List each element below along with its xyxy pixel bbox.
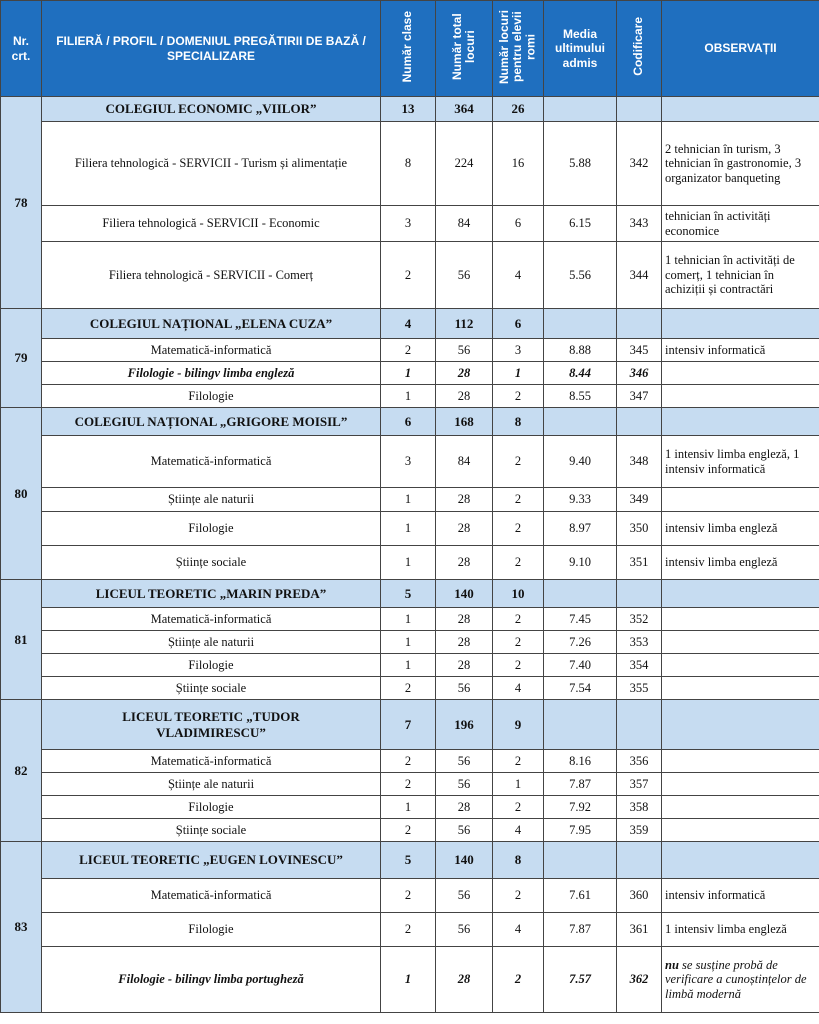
spec: Filiera tehnologică - SERVICII - Turism și alimentație xyxy=(42,122,381,206)
row-number: 81 xyxy=(1,580,42,700)
clase: 1 xyxy=(381,546,436,580)
school-empty xyxy=(544,97,617,122)
romi: 4 xyxy=(493,677,544,700)
romi: 2 xyxy=(493,385,544,408)
cod: 348 xyxy=(617,436,662,488)
locuri: 56 xyxy=(436,913,493,947)
header-cod: Codificare xyxy=(617,1,662,97)
obs xyxy=(662,773,819,796)
romi: 2 xyxy=(493,750,544,773)
cod: 342 xyxy=(617,122,662,206)
cod: 361 xyxy=(617,913,662,947)
obs xyxy=(662,677,819,700)
clase: 1 xyxy=(381,488,436,512)
media: 9.40 xyxy=(544,436,617,488)
header-row xyxy=(1,1,819,97)
clase: 1 xyxy=(381,512,436,546)
school-romi: 8 xyxy=(493,408,544,436)
obs: intensiv limba engleză xyxy=(662,546,819,580)
media: 9.33 xyxy=(544,488,617,512)
cod: 344 xyxy=(617,242,662,309)
school-empty xyxy=(544,408,617,436)
table-row xyxy=(1,608,819,631)
romi: 2 xyxy=(493,488,544,512)
obs xyxy=(662,654,819,677)
locuri: 28 xyxy=(436,947,493,1013)
locuri: 28 xyxy=(436,488,493,512)
obs xyxy=(662,631,819,654)
table-row xyxy=(1,677,819,700)
spec: Filologie xyxy=(42,654,381,677)
media: 7.45 xyxy=(544,608,617,631)
header-nr: Nr. crt. xyxy=(1,1,42,97)
romi: 4 xyxy=(493,819,544,842)
media: 8.88 xyxy=(544,339,617,362)
table-row xyxy=(1,206,819,242)
spec: Matematică-informatică xyxy=(42,339,381,362)
cod: 345 xyxy=(617,339,662,362)
school-clase: 6 xyxy=(381,408,436,436)
locuri: 28 xyxy=(436,608,493,631)
school-empty xyxy=(617,580,662,608)
obs: 1 intensiv limba engleză, 1 intensiv informatică xyxy=(662,436,819,488)
table-row xyxy=(1,339,819,362)
clase: 2 xyxy=(381,242,436,309)
cod: 353 xyxy=(617,631,662,654)
media: 7.54 xyxy=(544,677,617,700)
header-media: Media ultimului admis xyxy=(544,1,617,97)
obs: intensiv informatică xyxy=(662,879,819,913)
school-empty xyxy=(544,580,617,608)
row-number: 80 xyxy=(1,408,42,580)
cod: 357 xyxy=(617,773,662,796)
romi: 1 xyxy=(493,362,544,385)
media: 7.95 xyxy=(544,819,617,842)
spec: Matematică-informatică xyxy=(42,879,381,913)
locuri: 28 xyxy=(436,385,493,408)
cod: 355 xyxy=(617,677,662,700)
media: 8.44 xyxy=(544,362,617,385)
romi: 2 xyxy=(493,512,544,546)
header-locuri: Număr total locuri xyxy=(436,1,493,97)
obs: 1 intensiv limba engleză xyxy=(662,913,819,947)
table-row xyxy=(1,122,819,206)
clase: 2 xyxy=(381,773,436,796)
row-number: 78 xyxy=(1,97,42,309)
locuri: 28 xyxy=(436,546,493,580)
obs xyxy=(662,947,819,1013)
clase: 1 xyxy=(381,362,436,385)
school-row xyxy=(1,842,819,879)
media: 7.61 xyxy=(544,879,617,913)
locuri: 56 xyxy=(436,879,493,913)
school-empty xyxy=(544,309,617,339)
media: 7.40 xyxy=(544,654,617,677)
locuri: 84 xyxy=(436,436,493,488)
media: 7.26 xyxy=(544,631,617,654)
row-number: 82 xyxy=(1,700,42,842)
romi: 6 xyxy=(493,206,544,242)
table-row xyxy=(1,796,819,819)
school-romi: 6 xyxy=(493,309,544,339)
cod: 346 xyxy=(617,362,662,385)
romi: 2 xyxy=(493,879,544,913)
locuri: 28 xyxy=(436,631,493,654)
school-name: COLEGIUL NAȚIONAL „GRIGORE MOISIL” xyxy=(42,408,381,436)
romi: 1 xyxy=(493,773,544,796)
school-clase: 5 xyxy=(381,580,436,608)
school-name: LICEUL TEORETIC „EUGEN LOVINESCU” xyxy=(42,842,381,879)
clase: 2 xyxy=(381,339,436,362)
romi: 3 xyxy=(493,339,544,362)
clase: 1 xyxy=(381,385,436,408)
clase: 2 xyxy=(381,819,436,842)
school-empty xyxy=(662,309,819,339)
obs xyxy=(662,362,819,385)
media: 5.56 xyxy=(544,242,617,309)
locuri: 56 xyxy=(436,750,493,773)
media: 8.97 xyxy=(544,512,617,546)
table-row xyxy=(1,947,819,1013)
header-filiera: FILIERĂ / PROFIL / DOMENIUL PREGĂTIRII DE BAZĂ / SPECIALIZARE xyxy=(42,1,381,97)
table-row xyxy=(1,750,819,773)
locuri: 56 xyxy=(436,242,493,309)
school-empty xyxy=(662,97,819,122)
table-row xyxy=(1,512,819,546)
school-row xyxy=(1,97,819,122)
school-romi: 26 xyxy=(493,97,544,122)
table-row xyxy=(1,819,819,842)
table-row xyxy=(1,654,819,677)
romi: 4 xyxy=(493,242,544,309)
school-empty xyxy=(662,700,819,750)
media: 5.88 xyxy=(544,122,617,206)
spec: Filologie - bilingv limba portugheză xyxy=(42,947,381,1013)
spec: Filologie xyxy=(42,385,381,408)
school-name: COLEGIUL NAȚIONAL „ELENA CUZA” xyxy=(42,309,381,339)
spec: Matematică-informatică xyxy=(42,608,381,631)
spec: Filologie - bilingv limba engleză xyxy=(42,362,381,385)
table-row xyxy=(1,913,819,947)
cod: 358 xyxy=(617,796,662,819)
obs xyxy=(662,488,819,512)
school-row xyxy=(1,309,819,339)
cod: 359 xyxy=(617,819,662,842)
spec: Matematică-informatică xyxy=(42,436,381,488)
school-empty xyxy=(617,408,662,436)
clase: 1 xyxy=(381,796,436,819)
school-locuri: 140 xyxy=(436,842,493,879)
romi: 2 xyxy=(493,436,544,488)
header-obs: OBSERVAȚII xyxy=(662,1,819,97)
locuri: 56 xyxy=(436,677,493,700)
clase: 8 xyxy=(381,122,436,206)
obs-text: se susține probă de verificare a cunoștințelor de limbă modernă xyxy=(665,957,807,1001)
obs: intensiv limba engleză xyxy=(662,512,819,546)
obs xyxy=(662,750,819,773)
obs: 2 tehnician în turism, 3 tehnician în gastronomie, 3 organizator banqueting xyxy=(662,122,819,206)
clase: 2 xyxy=(381,913,436,947)
school-romi: 9 xyxy=(493,700,544,750)
romi: 4 xyxy=(493,913,544,947)
clase: 1 xyxy=(381,631,436,654)
obs-emphasis: nu xyxy=(665,957,679,972)
cod: 349 xyxy=(617,488,662,512)
media: 6.15 xyxy=(544,206,617,242)
obs: tehnician în activități economice xyxy=(662,206,819,242)
school-row xyxy=(1,700,819,750)
media: 9.10 xyxy=(544,546,617,580)
school-locuri: 168 xyxy=(436,408,493,436)
cod: 350 xyxy=(617,512,662,546)
spec: Filologie xyxy=(42,913,381,947)
school-locuri: 196 xyxy=(436,700,493,750)
school-clase: 7 xyxy=(381,700,436,750)
obs xyxy=(662,796,819,819)
school-name: LICEUL TEORETIC „TUDOR VLADIMIRESCU” xyxy=(42,700,381,750)
school-empty xyxy=(617,700,662,750)
spec: Filologie xyxy=(42,512,381,546)
school-clase: 4 xyxy=(381,309,436,339)
obs xyxy=(662,819,819,842)
school-empty xyxy=(662,842,819,879)
romi: 2 xyxy=(493,796,544,819)
media: 7.87 xyxy=(544,773,617,796)
school-row xyxy=(1,580,819,608)
media: 8.55 xyxy=(544,385,617,408)
school-empty xyxy=(617,309,662,339)
obs: intensiv informatică xyxy=(662,339,819,362)
media: 7.57 xyxy=(544,947,617,1013)
obs xyxy=(662,385,819,408)
locuri: 56 xyxy=(436,819,493,842)
table-row xyxy=(1,546,819,580)
table-row xyxy=(1,488,819,512)
table-row xyxy=(1,879,819,913)
table-row xyxy=(1,436,819,488)
media: 7.92 xyxy=(544,796,617,819)
school-empty xyxy=(544,842,617,879)
clase: 2 xyxy=(381,677,436,700)
locuri: 28 xyxy=(436,362,493,385)
header-romi: Număr locuri pentru elevii romi xyxy=(493,1,544,97)
cod: 343 xyxy=(617,206,662,242)
table-row xyxy=(1,773,819,796)
media: 8.16 xyxy=(544,750,617,773)
cod: 352 xyxy=(617,608,662,631)
spec: Filiera tehnologică - SERVICII - Economic xyxy=(42,206,381,242)
school-clase: 5 xyxy=(381,842,436,879)
school-name: LICEUL TEORETIC „MARIN PREDA” xyxy=(42,580,381,608)
locuri: 56 xyxy=(436,773,493,796)
romi: 2 xyxy=(493,654,544,677)
school-name: COLEGIUL ECONOMIC „VIILOR” xyxy=(42,97,381,122)
locuri: 224 xyxy=(436,122,493,206)
media: 7.87 xyxy=(544,913,617,947)
table-row xyxy=(1,362,819,385)
clase: 1 xyxy=(381,608,436,631)
obs: 1 tehnician în activități de comerț, 1 tehnician în achiziții și contractări xyxy=(662,242,819,309)
obs xyxy=(662,608,819,631)
school-empty xyxy=(662,408,819,436)
locuri: 28 xyxy=(436,512,493,546)
header-clase: Număr clase xyxy=(381,1,436,97)
school-empty xyxy=(544,700,617,750)
locuri: 56 xyxy=(436,339,493,362)
spec: Matematică-informatică xyxy=(42,750,381,773)
spec: Științe sociale xyxy=(42,819,381,842)
spec: Științe sociale xyxy=(42,677,381,700)
row-number: 79 xyxy=(1,309,42,408)
cod: 347 xyxy=(617,385,662,408)
romi: 2 xyxy=(493,947,544,1013)
school-row xyxy=(1,408,819,436)
school-romi: 10 xyxy=(493,580,544,608)
school-locuri: 364 xyxy=(436,97,493,122)
cod: 354 xyxy=(617,654,662,677)
spec: Științe ale naturii xyxy=(42,488,381,512)
spec: Științe ale naturii xyxy=(42,631,381,654)
romi: 2 xyxy=(493,631,544,654)
romi: 2 xyxy=(493,608,544,631)
school-empty xyxy=(617,97,662,122)
spec: Filologie xyxy=(42,796,381,819)
clase: 3 xyxy=(381,206,436,242)
school-locuri: 112 xyxy=(436,309,493,339)
table-row xyxy=(1,385,819,408)
clase: 3 xyxy=(381,436,436,488)
romi: 16 xyxy=(493,122,544,206)
spec: Științe ale naturii xyxy=(42,773,381,796)
spec: Filiera tehnologică - SERVICII - Comerț xyxy=(42,242,381,309)
clase: 2 xyxy=(381,879,436,913)
romi: 2 xyxy=(493,546,544,580)
school-clase: 13 xyxy=(381,97,436,122)
school-empty xyxy=(662,580,819,608)
locuri: 28 xyxy=(436,796,493,819)
school-empty xyxy=(617,842,662,879)
locuri: 28 xyxy=(436,654,493,677)
school-romi: 8 xyxy=(493,842,544,879)
spec: Științe sociale xyxy=(42,546,381,580)
cod: 362 xyxy=(617,947,662,1013)
table-row xyxy=(1,242,819,309)
row-number: 83 xyxy=(1,842,42,1013)
table-row xyxy=(1,631,819,654)
locuri: 84 xyxy=(436,206,493,242)
cod: 351 xyxy=(617,546,662,580)
clase: 1 xyxy=(381,947,436,1013)
school-locuri: 140 xyxy=(436,580,493,608)
cod: 356 xyxy=(617,750,662,773)
clase: 1 xyxy=(381,654,436,677)
clase: 2 xyxy=(381,750,436,773)
cod: 360 xyxy=(617,879,662,913)
